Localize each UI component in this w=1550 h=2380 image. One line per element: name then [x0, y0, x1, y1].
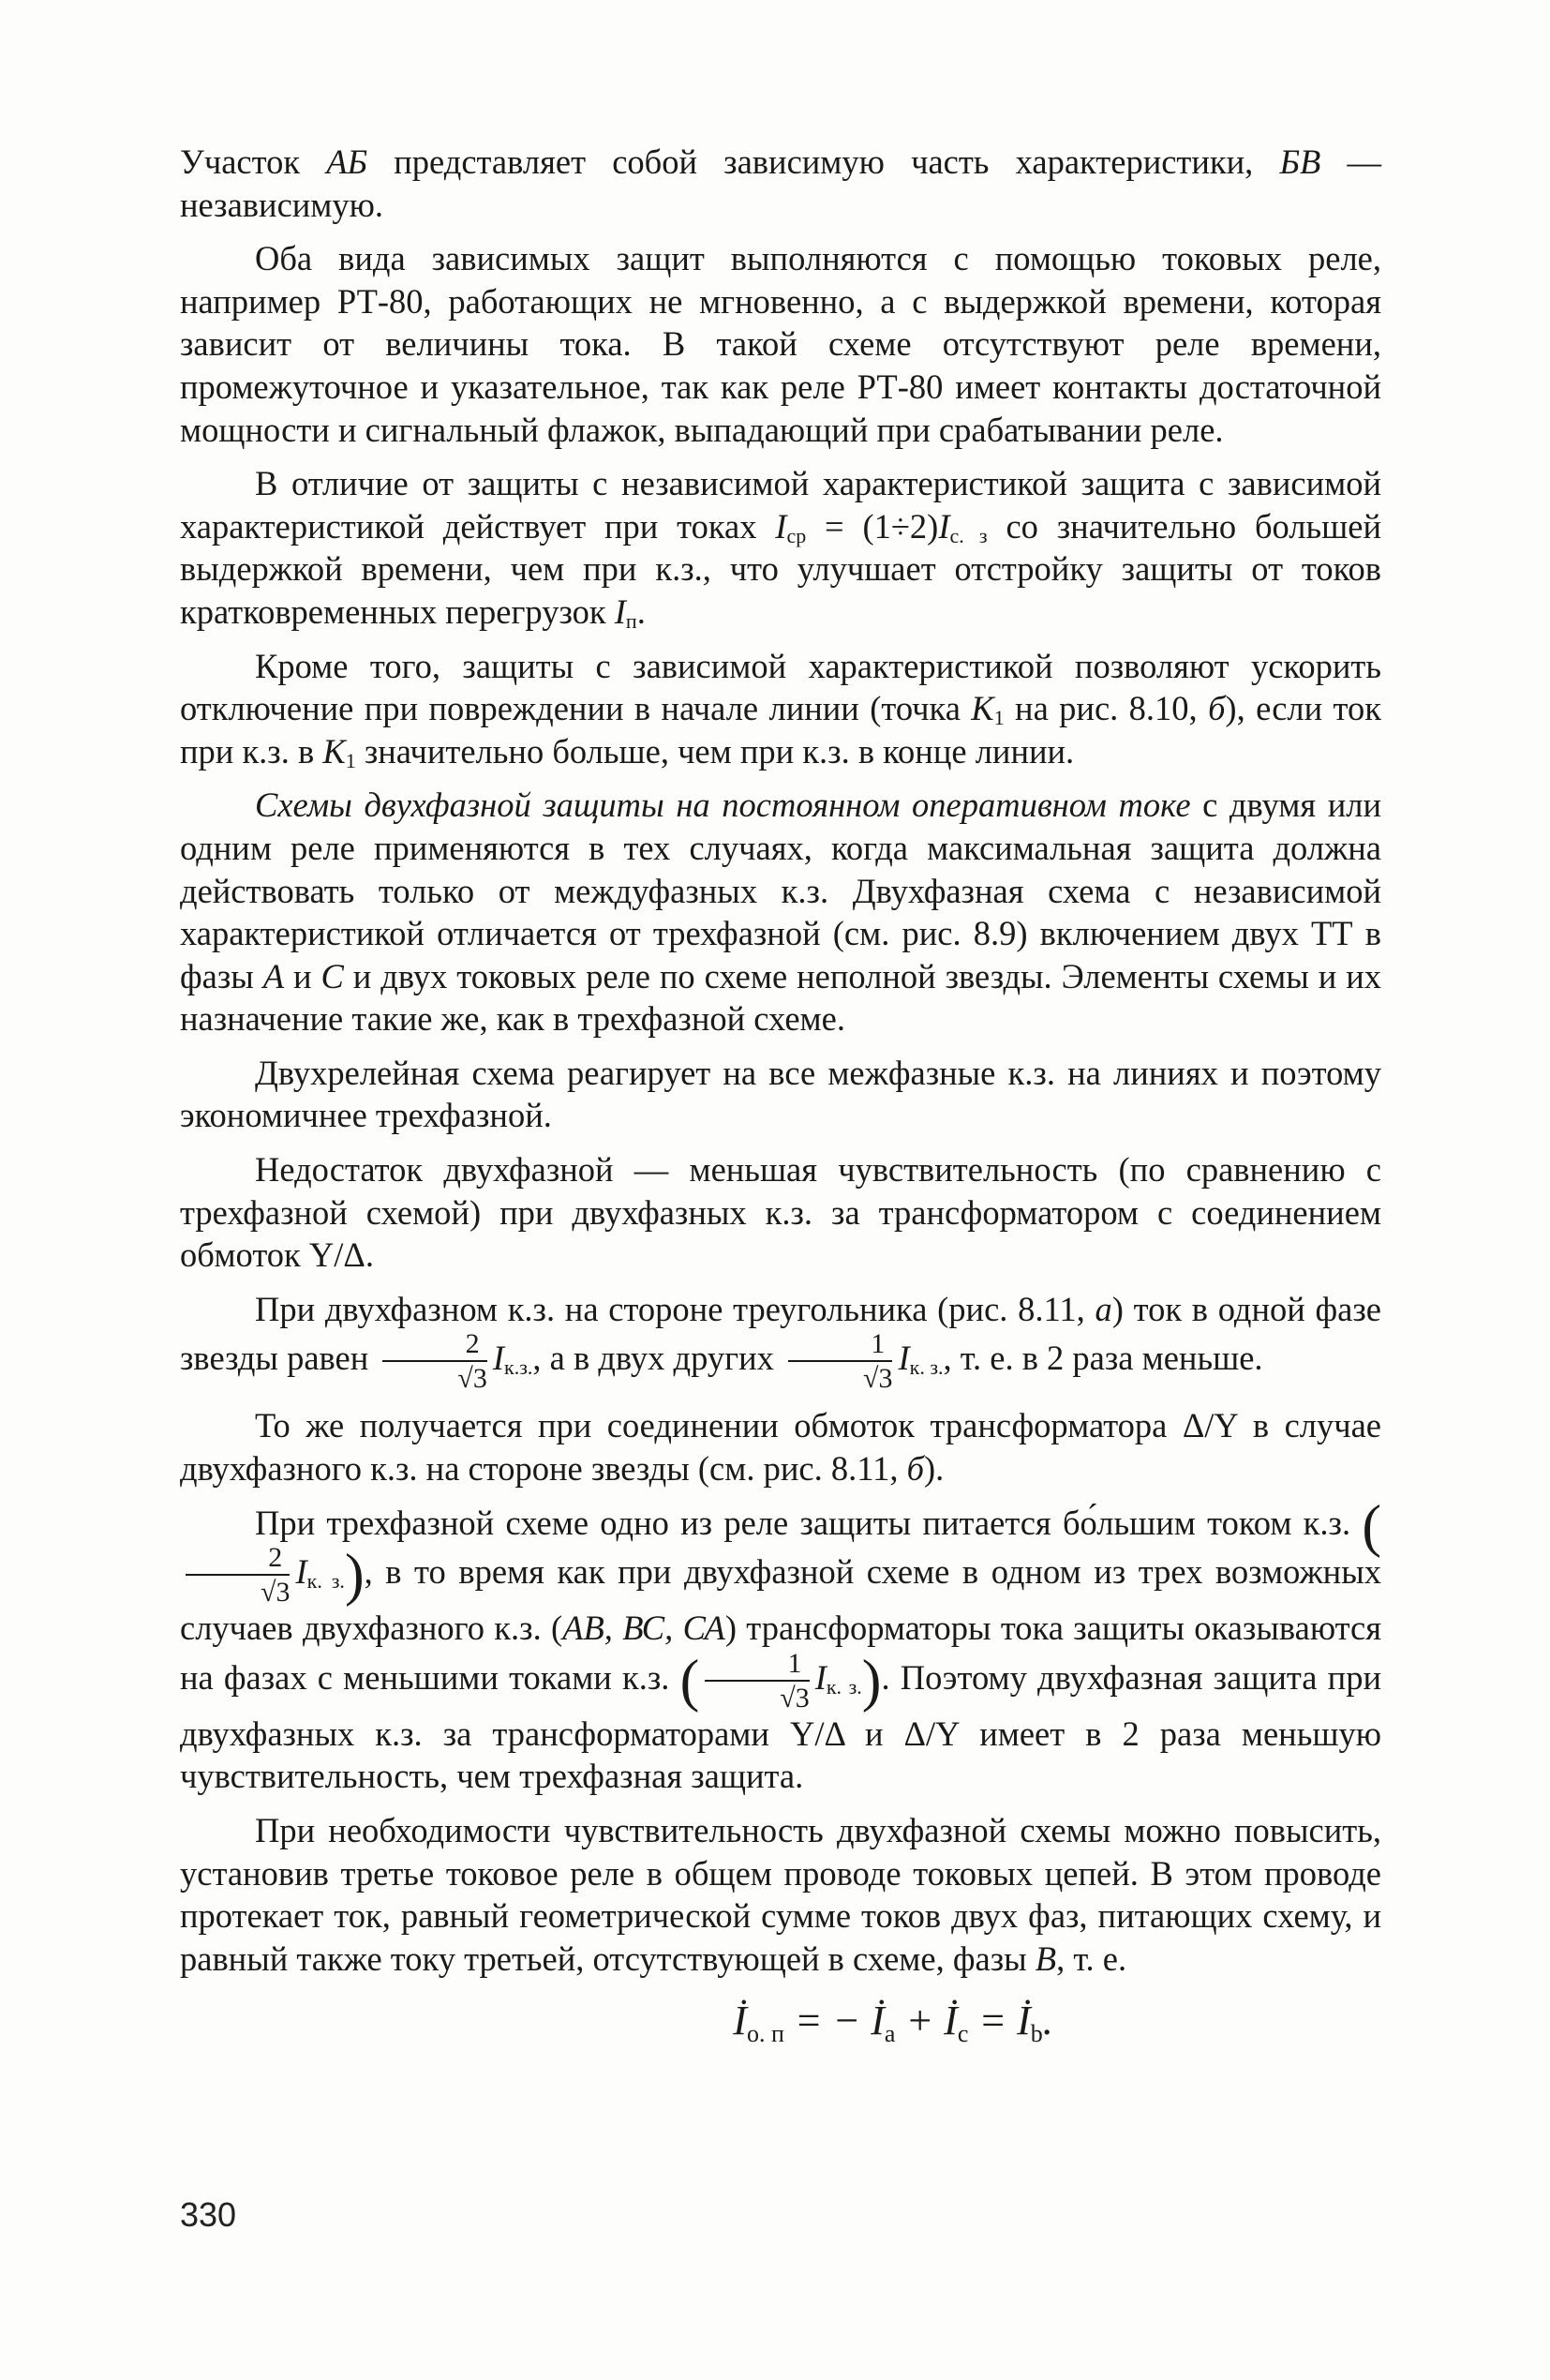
paragraph-8: При двухфазном к.з. на стороне треугольника (рис. 8.11, а) ток в одной фазе звезды равен $\frac{2}{√3}$ $I_{к.з.}$, а в двух других $\frac{1}{√3}$ $I_{к. з.}$, т. е. в 2 раза меньше.: [180, 1289, 1381, 1395]
paragraph-7: Недостаток двухфазной — меньшая чувствительность (по сравнению с трехфазной схемой) при двухфазных к.з. за трансформатором с соединением обмоток Y/Δ.: [180, 1150, 1381, 1275]
current-sum-formula: $İ_{о. п}$ = − $İ_a$ + $İ_c$ = $İ_b$.: [733, 1998, 1053, 2048]
fraction-2-sqrt3: $\frac{2}{√3}$: [186, 1544, 290, 1607]
paragraph-6: Двухрелейная схема реагирует на все межфазные к.з. на линиях и поэтому экономичнее трехфазной.: [180, 1053, 1381, 1135]
paragraph-1: Участок АБ представляет собой зависимую часть характеристики, БВ — независимую.: [180, 142, 1381, 224]
paragraph-10: При трехфазной схеме одно из реле защиты питается бо́льшим током к.з. ( $\frac{2}{√3}$ $I_{к. з.}$), в то время как при двухфазной схеме в одном из трех возможных случаев двухфазного к.з. (АВ, ВС, СА) трансформаторы тока защиты оказываются на фазах с меньшими токами к.з. ( $\frac{1}{√3}$ $I_{к. з.}$). Поэтому двухфазная защита при двухфазных к.з. за трансформаторами Y/Δ и Δ/Y имеет в 2 раза меньшую чувствительность, чем трехфазная защита.: [180, 1494, 1381, 1796]
page-number: 330: [180, 2195, 237, 2234]
paragraph-2: Оба вида зависимых защит выполняются с помощью токовых реле, например РТ-80, работающих не мгновенно, а с выдержкой времени, которая зависит от величины тока. В такой схеме отсутствуют реле времени, промежуточное и указательное, так как реле РТ-80 имеет контакты достаточной мощности и сигнальный флажок, выпадающий при срабатывании реле.: [180, 239, 1381, 449]
fraction-2-sqrt3: $\frac{2}{√3}$: [382, 1330, 486, 1393]
fraction-1-sqrt3: $\frac{1}{√3}$: [705, 1650, 809, 1713]
paragraph-9: То же получается при соединении обмоток трансформатора Δ/Y в случае двухфазного к.з. на стороне звезды (см. рис. 8.11, б).: [180, 1406, 1381, 1489]
paragraph-5: Схемы двухфазной защиты на постоянном оперативном токе с двумя или одним реле применяются в тех случаях, когда максимальная защита должна действовать только от междуфазных к.з. Двухфазная схема с независимой характеристикой отличается от трехфазной (см. рис. 8.9) включением двух ТТ в фазы А и С и двух токовых реле по схеме неполной звезды. Элементы схемы и их назначение такие же, как в трехфазной схеме.: [180, 786, 1381, 1039]
paragraph-11: При необходимости чувствительность двухфазной схемы можно повысить, установив третье токовое реле в общем проводе токовых цепей. В этом проводе протекает ток, равный геометрической сумме токов двух фаз, питающих схему, и равный также току третьей, отсутствующей в схеме, фазы В, т. е.: [180, 1811, 1381, 1978]
paragraph-3: В отличие от защиты с независимой характеристикой защита с зависимой характеристикой действует при токах $I_{ср} = (1\div 2)I_{с. з}$ со значительно большей выдержкой времени, чем при к.з., что улучшает отстройку защиты от токов кратковременных перегрузок $I_п$.: [180, 464, 1381, 633]
page-body: [180, 141, 1381, 2049]
fraction-1-sqrt3: $\frac{1}{√3}$: [788, 1330, 892, 1393]
paragraph-4: Кроме того, защиты с зависимой характеристикой позволяют ускорить отключение при повреждении в начале линии (точка $K_1$ на рис. 8.10, б), если ток при к.з. в $K_1$ значительно больше, чем при к.з. в конце линии.: [180, 646, 1381, 772]
